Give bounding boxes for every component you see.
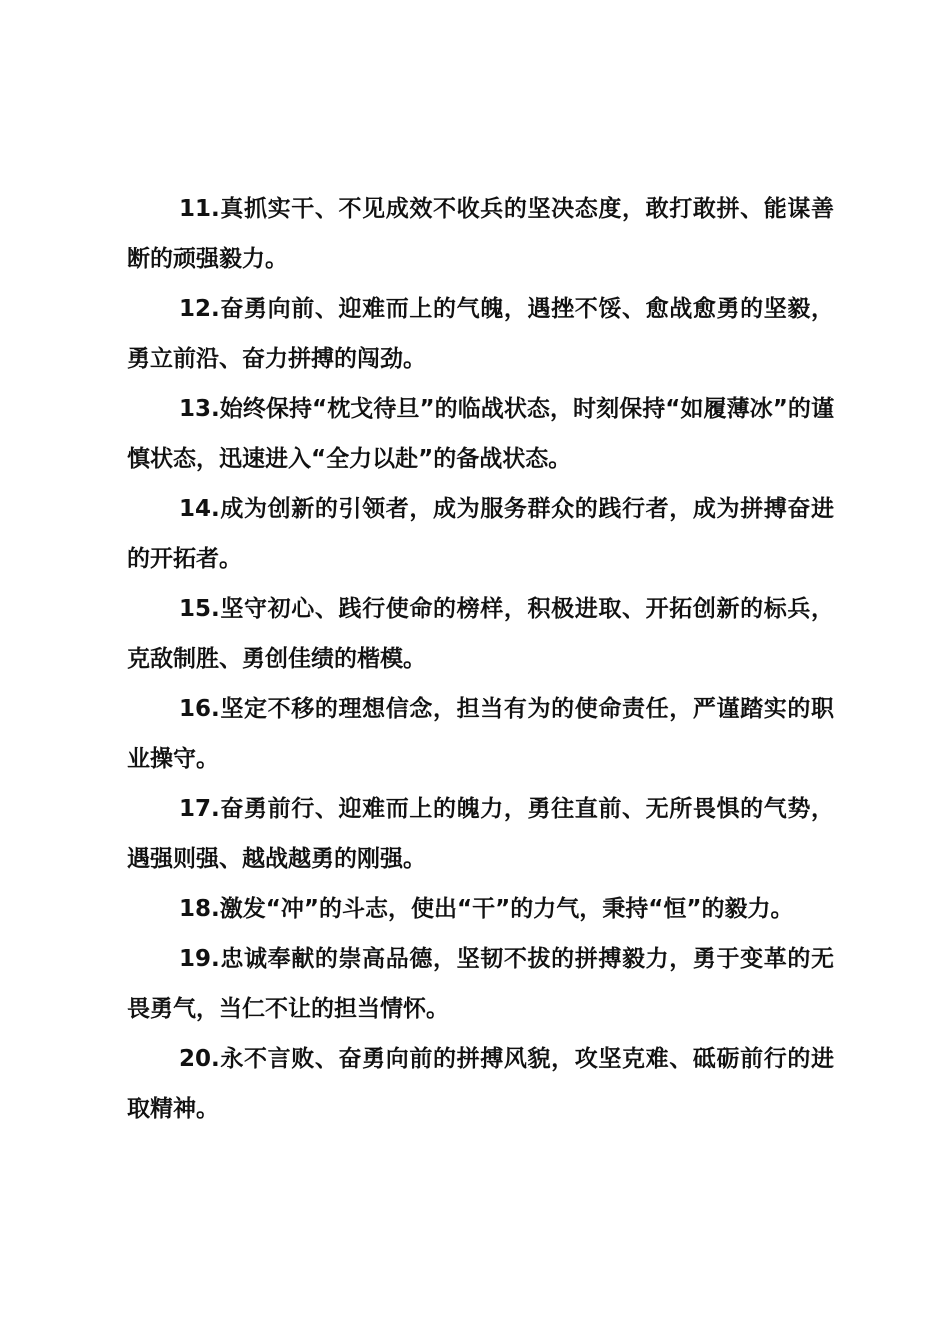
paragraph-13: 13.始终保持“枕戈待旦”的临战状态，时刻保持“如履薄冰”的谨慎状态，迅速进入“全力以赴”的备战状态。 [127, 396, 834, 472]
paragraph-14: 14.成为创新的引领者，成为服务群众的践行者，成为拼搏奋进的开拓者。 [127, 496, 834, 572]
document-body [127, 184, 834, 1134]
paragraph-11: 11.真抓实干、不见成效不收兵的坚决态度，敢打敢拼、能谋善断的顽强毅力。 [127, 196, 834, 272]
paragraph-16: 16.坚定不移的理想信念，担当有为的使命责任，严谨踏实的职业操守。 [127, 696, 834, 772]
paragraph-18: 18.激发“冲”的斗志，使出“干”的力气，秉持“恒”的毅力。 [179, 896, 794, 922]
paragraph-15: 15.坚守初心、践行使命的榜样，积极进取、开拓创新的标兵，克敌制胜、勇创佳绩的楷模。 [127, 596, 834, 672]
paragraph-19: 19.忠诚奉献的崇高品德，坚韧不拔的拼搏毅力，勇于变革的无畏勇气，当仁不让的担当情怀。 [127, 946, 834, 1022]
paragraph-20: 20.永不言败、奋勇向前的拼搏风貌，攻坚克难、砥砺前行的进取精神。 [127, 1046, 834, 1122]
paragraph-12: 12.奋勇向前、迎难而上的气魄，遇挫不馁、愈战愈勇的坚毅，勇立前沿、奋力拼搏的闯劲。 [127, 296, 834, 372]
paragraph-17: 17.奋勇前行、迎难而上的魄力，勇往直前、无所畏惧的气势，遇强则强、越战越勇的刚强。 [127, 796, 834, 872]
